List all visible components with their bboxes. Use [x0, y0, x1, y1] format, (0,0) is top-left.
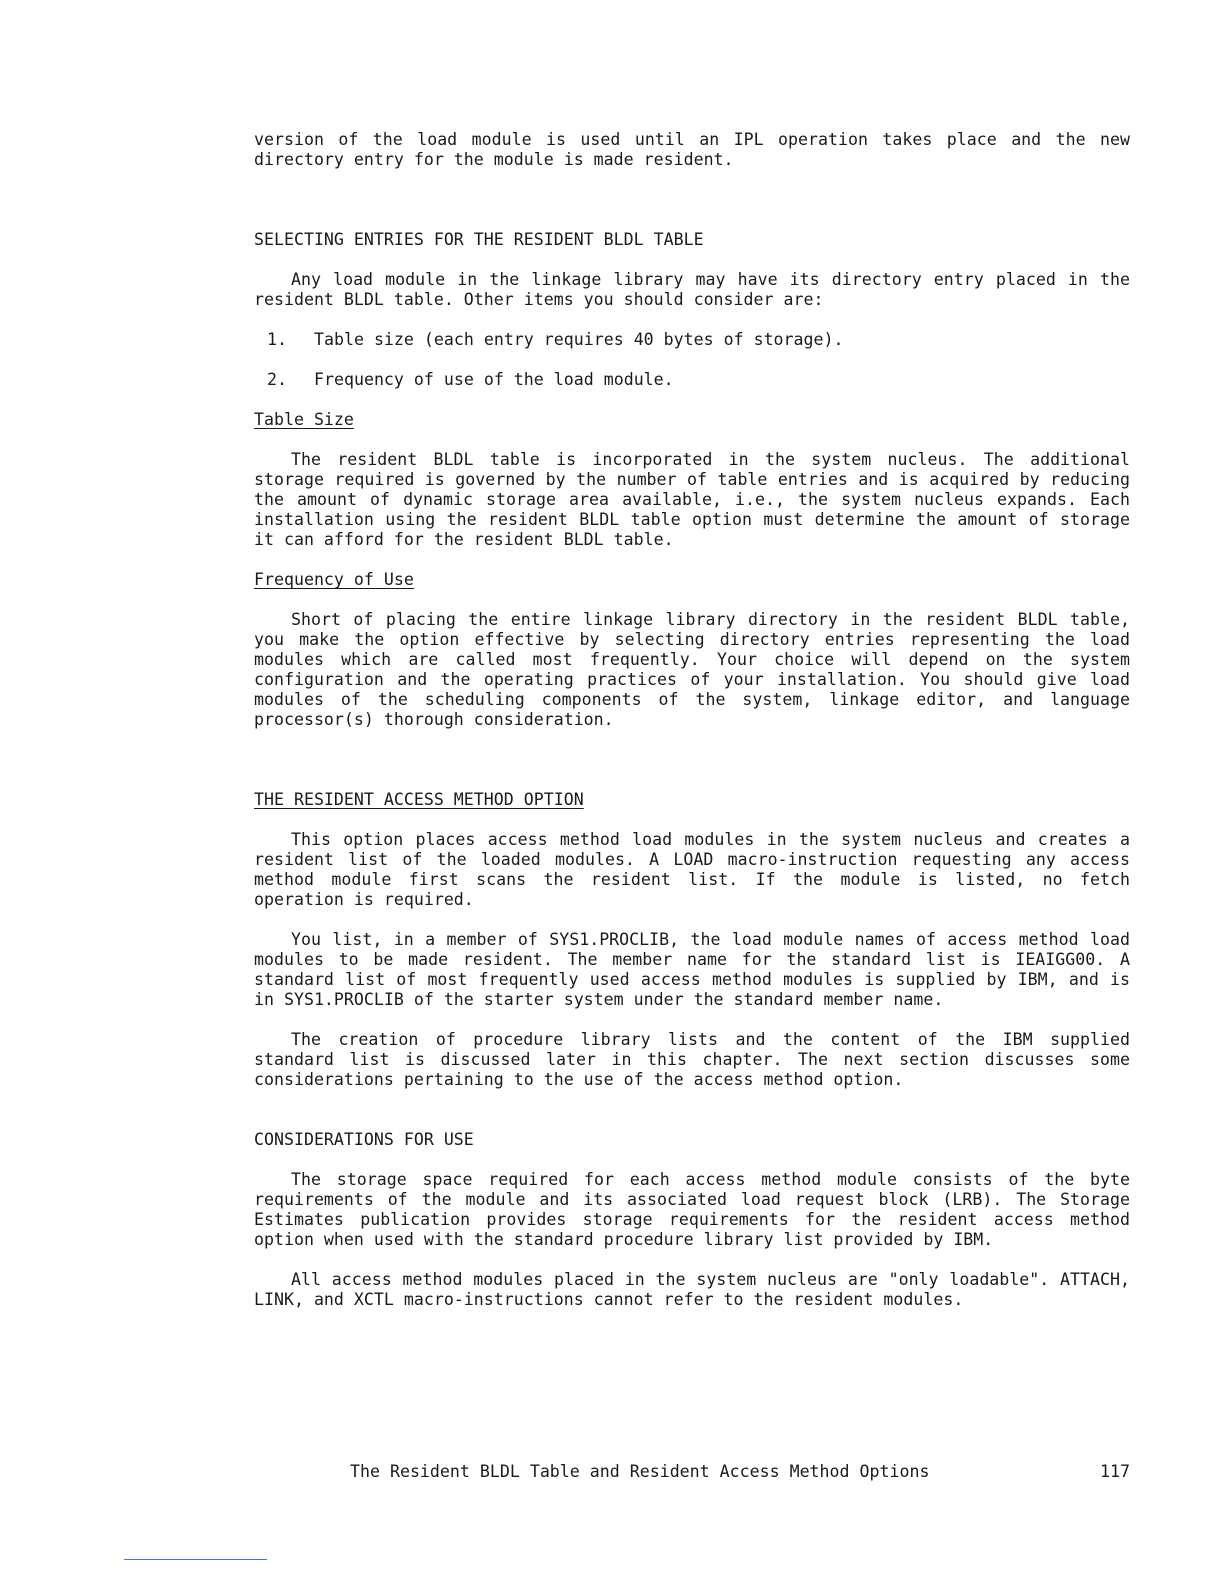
- list-text: Frequency of use of the load module.: [314, 370, 674, 389]
- numbered-list: [254, 330, 1130, 390]
- page-number: 117: [1100, 1462, 1130, 1481]
- paragraph: You list, in a member of SYS1.PROCLIB, the load module names of access method load modules to be made resident. The member name for the standard list is IEAIGG00. A standard list of most frequently used access method modules is supplied by IBM, and is in SYS1.PROCLIB of the starter system under the standard member name.: [254, 930, 1130, 1009]
- list-text: Table size (each entry requires 40 bytes of storage).: [314, 330, 844, 349]
- page-footer: [350, 1462, 1130, 1482]
- paragraph: This option places access method load modules in the system nucleus and creates a resident list of the loaded modules. A LOAD macro-instruction requesting any access method module first scans the resident list. If the module is listed, no fetch operation is required.: [254, 830, 1130, 909]
- paragraph: Any load module in the linkage library may have its directory entry placed in the resident BLDL table. Other items you should consider are:: [254, 270, 1130, 309]
- section-heading-selecting-entries: SELECTING ENTRIES FOR THE RESIDENT BLDL TABLE: [254, 230, 704, 249]
- paragraph: All access method modules placed in the system nucleus are "only loadable". ATTACH, LINK, and XCTL macro-instructions cannot refer to the resident modules.: [254, 1270, 1130, 1309]
- paragraph: The resident BLDL table is incorporated in the system nucleus. The additional storage required is governed by the number of table entries and is acquired by reducing the amount of dynamic storage area available, i.e., the system nucleus expands. Each installation using the resident BLDL table option must determine the amount of storage it can afford for the resident BLDL table.: [254, 450, 1130, 549]
- intro-paragraph: version of the load module is used until an IPL operation takes place and the new directory entry for the module is made resident.: [254, 130, 1130, 169]
- list-number: 1.: [267, 330, 287, 349]
- subheading-table-size: Table Size: [254, 410, 354, 429]
- scan-edge-rule: [124, 1559, 267, 1560]
- footer-title: The Resident BLDL Table and Resident Access Method Options: [350, 1462, 930, 1481]
- subheading-frequency-of-use: Frequency of Use: [254, 570, 414, 589]
- section-heading-considerations-for-use: CONSIDERATIONS FOR USE: [254, 1130, 474, 1149]
- section-heading-resident-access-method: THE RESIDENT ACCESS METHOD OPTION: [254, 790, 584, 809]
- page-content: [254, 130, 1130, 1310]
- list-item: [254, 330, 1130, 350]
- paragraph: The creation of procedure library lists and the content of the IBM supplied standard list is discussed later in this chapter. The next section discusses some considerations pertaining to the use of the access method option.: [254, 1030, 1130, 1089]
- paragraph: Short of placing the entire linkage library directory in the resident BLDL table, you make the option effective by selecting directory entries representing the load modules which are called most frequently. Your choice will depend on the system configuration and the operating practices of your installation. You should give load modules of the scheduling components of the system, linkage editor, and language processor(s) thorough consideration.: [254, 610, 1130, 729]
- list-number: 2.: [267, 370, 287, 389]
- list-item: [254, 370, 1130, 390]
- paragraph: The storage space required for each access method module consists of the byte requirements of the module and its associated load request block (LRB). The Storage Estimates publication provides storage requirements for the resident access method option when used with the standard procedure library list provided by IBM.: [254, 1170, 1130, 1249]
